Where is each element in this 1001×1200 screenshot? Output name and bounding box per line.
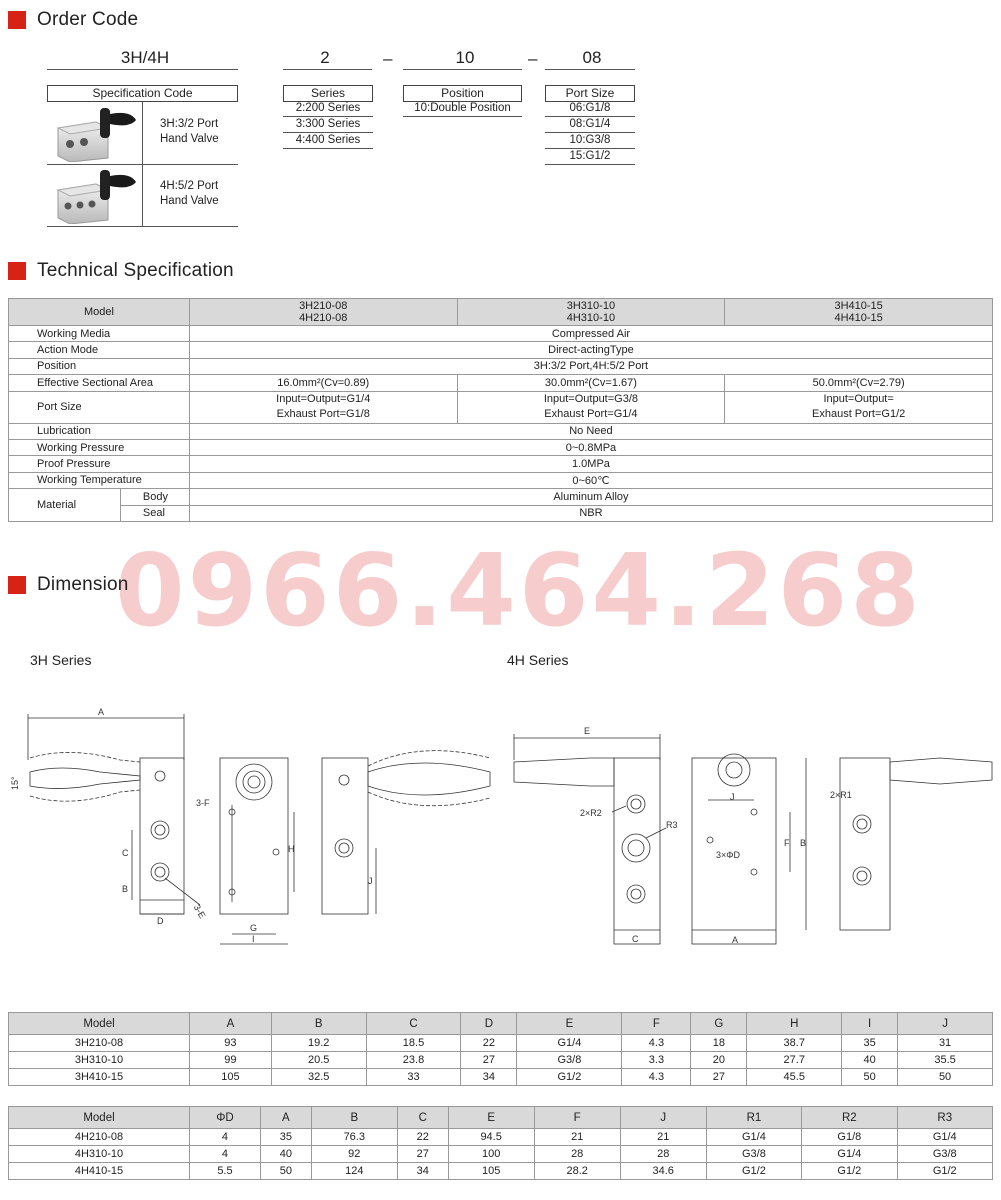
col-header: J (620, 1107, 706, 1129)
table-row (9, 456, 993, 472)
cell: 4.3 (622, 1069, 691, 1086)
spec-code-row-line (47, 226, 238, 227)
row-label: Working Media (9, 326, 190, 342)
table-row (9, 472, 993, 488)
row-label: Working Temperature (9, 472, 190, 488)
row-value: 3H:3/2 Port,4H:5/2 Port (189, 358, 992, 374)
col-header: Model (9, 1013, 190, 1035)
cell: 22 (461, 1035, 517, 1052)
row-value (725, 391, 993, 423)
table-row (9, 423, 993, 439)
cell: 93 (190, 1035, 272, 1052)
dim-label: 3-E (191, 902, 208, 920)
cell: 94.5 (448, 1129, 534, 1146)
row-label: Proof Pressure (9, 456, 190, 472)
cell: G1/4 (517, 1035, 622, 1052)
code-part-port: 08 (582, 48, 602, 67)
cell: 50 (260, 1163, 311, 1180)
cell: 3.3 (622, 1052, 691, 1069)
row-value: 50.0mm²(Cv=2.79) (725, 375, 993, 391)
dim-label: G (250, 923, 258, 933)
row-value: 0~60℃ (189, 472, 992, 488)
cell: 40 (260, 1146, 311, 1163)
cell: 27 (397, 1146, 448, 1163)
spec-code-4h-line1: 4H:5/2 Port (160, 180, 219, 192)
valve-3h-image (52, 106, 140, 162)
table-row (9, 1069, 993, 1086)
row-value: 1.0MPa (189, 456, 992, 472)
cell: 23.8 (366, 1052, 461, 1069)
cell: 27.7 (747, 1052, 842, 1069)
table-row (9, 1146, 993, 1163)
section-tech-spec (8, 260, 234, 282)
series-4h-label: 4H Series (507, 652, 569, 668)
cell: 18.5 (366, 1035, 461, 1052)
cell: 35.5 (898, 1052, 993, 1069)
cell: G3/8 (706, 1146, 801, 1163)
row-value: No Need (189, 423, 992, 439)
code-part-position: 10 (455, 48, 475, 67)
cell: 4.3 (622, 1035, 691, 1052)
row-sublabel: Body (120, 489, 189, 505)
col-header: F (622, 1013, 691, 1035)
dim-label: A (732, 935, 739, 945)
port-size-row: 15:G1/2 (545, 149, 635, 165)
row-label: Position (9, 358, 190, 374)
cell: 4 (190, 1146, 261, 1163)
series-3h-label: 3H Series (30, 652, 92, 668)
cell: 35 (842, 1035, 898, 1052)
port-size-row: 08:G1/4 (545, 117, 635, 133)
row-label: Action Mode (9, 342, 190, 358)
row-value: NBR (189, 505, 992, 521)
code-separator: – (528, 49, 538, 68)
header-model-name: 4H410-15 (834, 312, 883, 324)
drawing-4h (500, 700, 1000, 950)
col-header: F (534, 1107, 620, 1129)
spec-code-row-line (47, 164, 238, 165)
table-row (9, 439, 993, 455)
cell: 28 (534, 1146, 620, 1163)
spec-code-3h (160, 117, 219, 147)
table-row (9, 1052, 993, 1069)
port-size-line: Exhaust Port=G1/8 (276, 408, 370, 421)
spec-code-title: Specification Code (47, 85, 238, 102)
port-size-line: Input=Output=G1/4 (276, 393, 371, 406)
code-part-series: 2 (320, 48, 330, 67)
dim-label: B (122, 884, 129, 894)
cell: 4 (190, 1129, 261, 1146)
port-size-row: 06:G1/8 (545, 101, 635, 117)
cell: 5.5 (190, 1163, 261, 1180)
spec-code-3h-line1: 3H:3/2 Port (160, 118, 219, 130)
dim-label: C (122, 848, 129, 858)
table-header (9, 1107, 993, 1129)
cell: 45.5 (747, 1069, 842, 1086)
position-title: Position (403, 85, 522, 102)
col-header: R1 (706, 1107, 801, 1129)
dim-label: F (784, 838, 790, 848)
cell: 28.2 (534, 1163, 620, 1180)
row-value (457, 391, 725, 423)
table-row (9, 326, 993, 342)
table-row (9, 375, 993, 391)
header-model-name: 4H210-08 (299, 312, 348, 324)
cell: 18 (691, 1035, 747, 1052)
code-underline (403, 69, 522, 70)
series-title: Series (283, 85, 373, 102)
table-row (9, 391, 993, 423)
row-value (189, 391, 457, 423)
col-header: A (260, 1107, 311, 1129)
section-title: Dimension (37, 574, 129, 595)
cell: 100 (448, 1146, 534, 1163)
tech-spec-table (8, 298, 993, 522)
row-sublabel: Seal (120, 505, 189, 521)
cell: 27 (461, 1052, 517, 1069)
table-row (9, 342, 993, 358)
table-row (9, 489, 993, 505)
table-row (9, 1129, 993, 1146)
section-title: Technical Specification (37, 260, 234, 281)
series-row: 3:300 Series (283, 117, 373, 133)
cell: 4H310-10 (9, 1146, 190, 1163)
port-size-line: Input=Output= (823, 393, 894, 406)
table-header (9, 1013, 993, 1035)
cell: 50 (898, 1069, 993, 1086)
cell: 3H310-10 (9, 1052, 190, 1069)
cell: 92 (311, 1146, 397, 1163)
cell: 34 (397, 1163, 448, 1180)
col-header: ΦD (190, 1107, 261, 1129)
port-size-title: Port Size (545, 85, 635, 102)
cell: 105 (190, 1069, 272, 1086)
code-underline (545, 69, 635, 70)
col-header: B (311, 1107, 397, 1129)
dim-label: B (800, 838, 807, 848)
code-underline (47, 69, 238, 70)
row-value: Direct-actingType (189, 342, 992, 358)
dim-label: I (252, 934, 255, 944)
cell: 33 (366, 1069, 461, 1086)
table-row (9, 505, 993, 521)
dim-label: R3 (666, 820, 678, 830)
series-row: 2:200 Series (283, 101, 373, 117)
header-model-name: 3H410-15 (834, 300, 883, 312)
row-label: Lubrication (9, 423, 190, 439)
cell: 19.2 (271, 1035, 366, 1052)
cell: 4H210-08 (9, 1129, 190, 1146)
dim-label: J (368, 876, 373, 886)
position-row: 10:Double Position (403, 101, 522, 117)
table-row (9, 1163, 993, 1180)
valve-4h-image (52, 168, 140, 224)
port-size-line: Input=Output=G3/8 (543, 393, 639, 406)
cell: 38.7 (747, 1035, 842, 1052)
row-value: 0~0.8MPa (189, 439, 992, 455)
cell: 32.5 (271, 1069, 366, 1086)
cell: 105 (448, 1163, 534, 1180)
port-size-row: 10:G3/8 (545, 133, 635, 149)
col-header: E (517, 1013, 622, 1035)
header-model-name: 3H210-08 (299, 300, 348, 312)
cell: G1/8 (802, 1129, 897, 1146)
cell: 28 (620, 1146, 706, 1163)
spec-code-4h-line2: Hand Valve (160, 195, 219, 207)
header-model-name: 3H310-10 (566, 300, 616, 312)
cell: 21 (620, 1129, 706, 1146)
col-header: Model (9, 1107, 190, 1129)
col-header: B (271, 1013, 366, 1035)
cell: G1/2 (802, 1163, 897, 1180)
cell: 50 (842, 1069, 898, 1086)
header-model-name: 4H310-10 (566, 312, 616, 324)
spec-code-3h-line2: Hand Valve (160, 133, 219, 145)
header-col (725, 299, 993, 326)
cell: G1/4 (706, 1129, 801, 1146)
dim-label: 2×R2 (580, 808, 602, 818)
cell: G3/8 (517, 1052, 622, 1069)
row-value: Compressed Air (189, 326, 992, 342)
dim-label: E (584, 726, 591, 736)
row-label: Port Size (9, 391, 190, 423)
cell: 99 (190, 1052, 272, 1069)
cell: G3/8 (897, 1146, 992, 1163)
cell: 76.3 (311, 1129, 397, 1146)
phone-watermark: 0966.464.268 (115, 532, 923, 649)
col-header: A (190, 1013, 272, 1035)
col-header: C (366, 1013, 461, 1035)
cell: 3H210-08 (9, 1035, 190, 1052)
row-label: Working Pressure (9, 439, 190, 455)
port-size-line: Exhaust Port=G1/4 (544, 408, 638, 421)
section-marker-icon (8, 11, 26, 29)
row-value: 30.0mm²(Cv=1.67) (457, 375, 725, 391)
dimension-table-4h (8, 1106, 993, 1180)
col-header: R2 (802, 1107, 897, 1129)
section-marker-icon (8, 576, 26, 594)
row-label: Material (9, 489, 121, 522)
cell: G1/4 (802, 1146, 897, 1163)
row-label: Effective Sectional Area (9, 375, 190, 391)
col-header: R3 (897, 1107, 992, 1129)
section-marker-icon (8, 262, 26, 280)
section-dimension (8, 574, 129, 596)
cell: 20 (691, 1052, 747, 1069)
cell: 20.5 (271, 1052, 366, 1069)
dim-label: C (632, 934, 639, 944)
dimension-table-3h (8, 1012, 993, 1086)
table-row (9, 358, 993, 374)
header-model: Model (9, 299, 190, 326)
dim-label: A (98, 707, 105, 717)
col-header: I (842, 1013, 898, 1035)
header-col (457, 299, 725, 326)
code-part-type: 3H/4H (120, 48, 170, 67)
dim-label: H (288, 844, 295, 854)
col-header: E (448, 1107, 534, 1129)
section-title: Order Code (37, 9, 139, 30)
cell: 34.6 (620, 1163, 706, 1180)
dim-label: 3×ΦD (716, 850, 740, 860)
dim-label: J (730, 792, 735, 802)
col-header: C (397, 1107, 448, 1129)
cell: 3H410-15 (9, 1069, 190, 1086)
drawing-3h (0, 700, 500, 950)
dim-label: 3-F (196, 798, 210, 808)
port-size-line: Exhaust Port=G1/2 (812, 408, 906, 421)
cell: 35 (260, 1129, 311, 1146)
cell: 21 (534, 1129, 620, 1146)
cell: 27 (691, 1069, 747, 1086)
col-header: J (898, 1013, 993, 1035)
cell: G1/2 (706, 1163, 801, 1180)
dim-label: D (157, 916, 164, 926)
row-value: Aluminum Alloy (189, 489, 992, 505)
cell: 4H410-15 (9, 1163, 190, 1180)
code-separator: – (383, 49, 393, 68)
col-header: G (691, 1013, 747, 1035)
code-underline (283, 69, 372, 70)
cell: 40 (842, 1052, 898, 1069)
cell: 22 (397, 1129, 448, 1146)
section-order-code (8, 9, 138, 31)
cell: G1/2 (517, 1069, 622, 1086)
table-header (9, 299, 993, 326)
cell: G1/2 (897, 1163, 992, 1180)
row-value: 16.0mm²(Cv=0.89) (189, 375, 457, 391)
spec-code-4h (160, 179, 219, 209)
dim-label: 2×R1 (830, 790, 852, 800)
dim-label: 15° (10, 776, 20, 790)
header-col (189, 299, 457, 326)
col-header: D (461, 1013, 517, 1035)
cell: 124 (311, 1163, 397, 1180)
col-header: H (747, 1013, 842, 1035)
cell: 34 (461, 1069, 517, 1086)
cell: G1/4 (897, 1129, 992, 1146)
table-row (9, 1035, 993, 1052)
series-row: 4:400 Series (283, 133, 373, 149)
cell: 31 (898, 1035, 993, 1052)
